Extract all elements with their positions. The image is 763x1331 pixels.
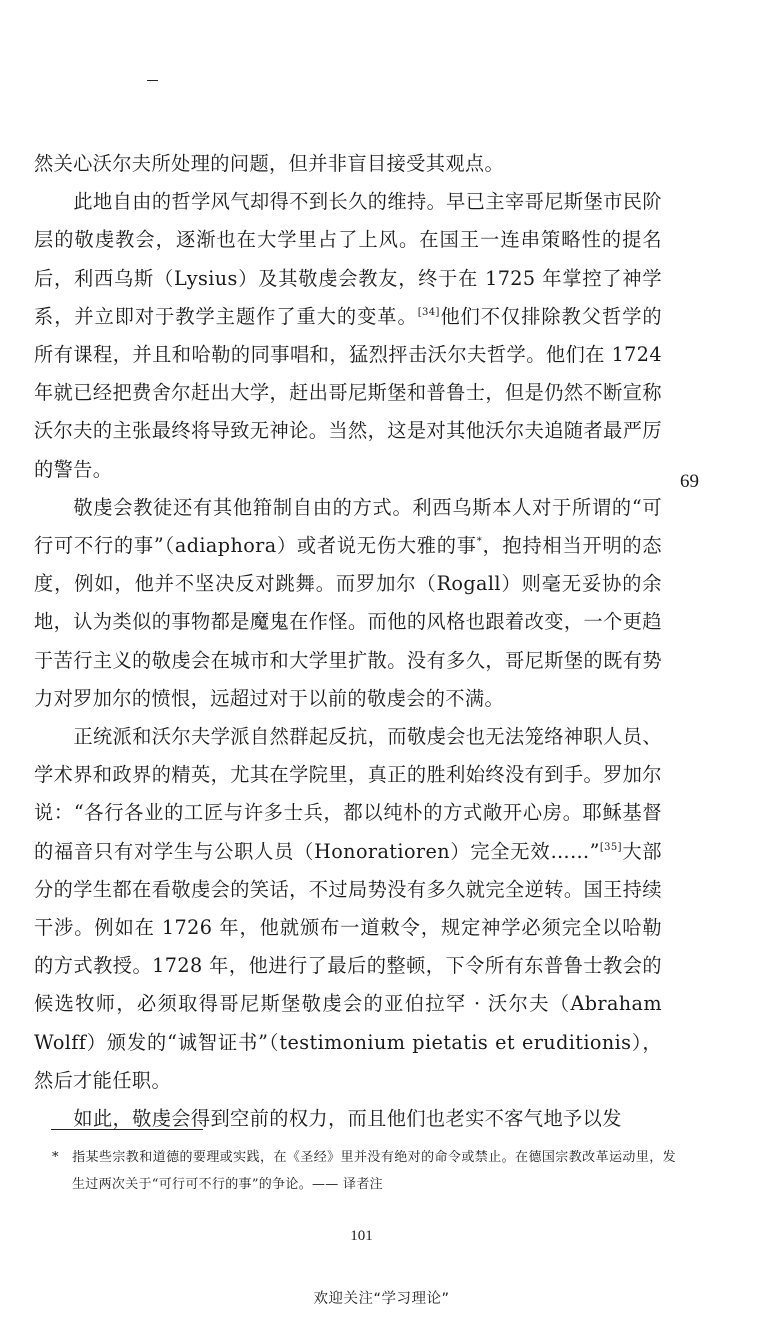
footnote	[50, 1144, 676, 1198]
paragraph	[34, 183, 662, 489]
reference-marker: [34]	[417, 306, 440, 318]
header-dash	[147, 80, 158, 81]
footnote-mark: *	[52, 1150, 59, 1165]
paragraph	[34, 1100, 662, 1138]
paragraph-text: 敬虔会教徒还有其他箝制自由的方式。利西乌斯本人对于所谓的“可行可不行的事”（adiaphora）或者说无伤大雅的事	[34, 495, 662, 558]
reference-marker: [35]	[599, 841, 622, 853]
paragraph	[34, 145, 662, 183]
paragraph-text: 此地自由的哲学风气却得不到长久的维持。早已主宰哥尼斯堡市民阶层的敬虔教会，逐渐也在大学里占了上风。在国王一连串策略性的提名后，利西乌斯（Lysius）及其敬虔会教友，终于在 1725 年掌控了神学系，并立即对于教学主题作了重大的变革。	[34, 190, 662, 328]
margin-page-number: 69	[680, 471, 699, 492]
reference-marker: *	[476, 536, 483, 548]
paragraph	[34, 489, 662, 718]
paragraph-text: 正统派和沃尔夫学派自然群起反抗，而敬虔会也无法笼络神职人员、学术界和政界的精英，尤其在学院里，真正的胜利始终没有到手。罗加尔说：“各行各业的工匠与许多士兵，都以纯朴的方式敞开心房。耶稣基督的福音只有对学生与公职人员（Honoratioren）完全无效……”	[34, 725, 662, 863]
paragraph-text: 如此，敬虔会得到空前的权力，而且他们也老实不客气地予以发	[73, 1107, 622, 1131]
paragraph-text: 他们不仅排除教父哲学的所有课程，并且和哈勒的同事唱和，猛烈抨击沃尔夫哲学。他们在 1724 年就已经把费舍尔赶出大学，赶出哥尼斯堡和普鲁士，但是仍然不断宣称沃尔夫的主张最终将导致无神论。当然，这是对其他沃尔夫追随者最严厉的警告。	[34, 304, 662, 481]
paragraph-text: ，抱持相当开明的态度，例如，他并不坚决反对跳舞。而罗加尔（Rogall）则毫无妥协的余地，认为类似的事物都是魔鬼在作怪。而他的风格也跟着改变，一个更趋于苦行主义的敬虔会在城市和大学里扩散。没有多久，哥尼斯堡的既有势力对罗加尔的愤恨，远超过对于以前的敬虔会的不满。	[34, 534, 662, 710]
page-number: 101	[350, 1228, 373, 1244]
footnote-paragraph	[50, 1144, 676, 1198]
footnote-rule	[51, 1129, 203, 1130]
paragraph-text: 然关心沃尔夫所处理的问题，但并非盲目接受其观点。	[34, 152, 505, 175]
footnote-text: 指某些宗教和道德的要理或实践，在《圣经》里并没有绝对的命令或禁止。在德国宗教改革运动里，发生过两次关于“可行可不行的事”的争论。—— 译者注	[72, 1150, 676, 1192]
paragraph-text: 大部分的学生都在看敬虔会的笑话，不过局势没有多久就完全逆转。国王持续干涉。例如在 1726 年，他就颁布一道敕令，规定神学必须完全以哈勒的方式教授。1728 年，他进行了最后的整顿，下令所有东普鲁士教会的候选牧师，必须取得哥尼斯堡敬虔会的亚伯拉罕 · 沃尔夫（Abraham Wolff）颁发的“诚智证书”（testimonium pietatis et eruditionis），然后才能任职。	[34, 839, 662, 1092]
paragraph	[34, 718, 662, 1100]
body-text	[34, 145, 662, 1138]
bottom-note: 欢迎关注“学习理论”	[313, 1291, 450, 1307]
